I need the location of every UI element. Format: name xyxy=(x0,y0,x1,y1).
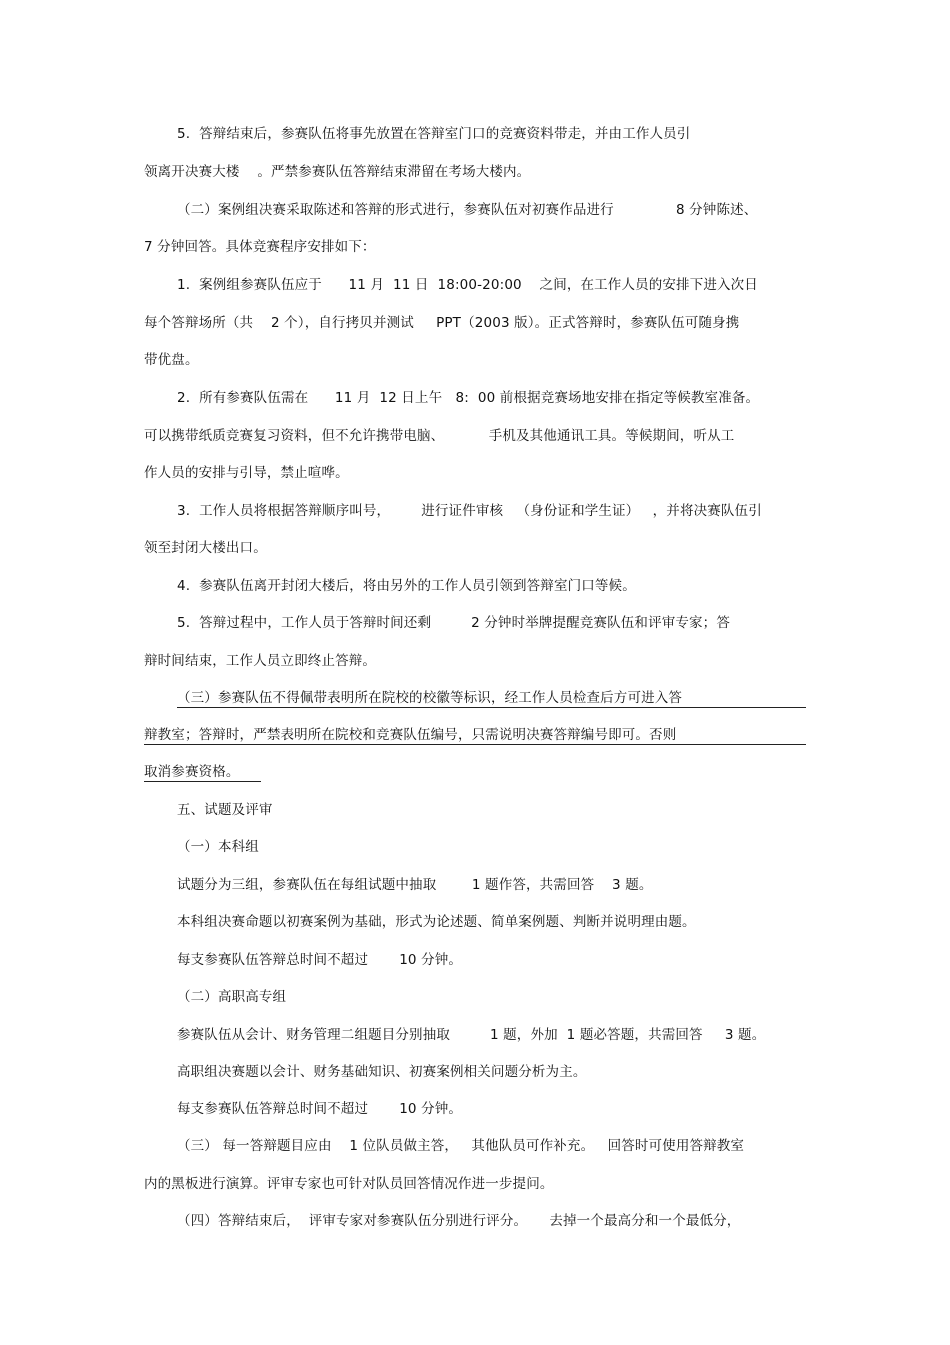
underlined-text-line: 辩教室；答辩时，严禁表明所在院校和竞赛队伍编号，只需说明决赛答辩编号即可。否则 xyxy=(144,727,677,743)
text-line: 参赛队伍从会计、财务管理二组题目分别抽取 1 题，外加 1 题必答题，共需回答 3 题。 xyxy=(177,1027,766,1043)
subsection-heading: （一）本科组 xyxy=(177,839,259,855)
underline-rule xyxy=(144,744,806,745)
subsection-heading: （二）高职高专组 xyxy=(177,989,287,1005)
text-line: 带优盘。 xyxy=(144,352,199,368)
section-heading: 五、试题及评审 xyxy=(177,802,273,818)
underlined-text-line: 取消参赛资格。 xyxy=(144,764,240,780)
text-line: 领离开决赛大楼 。严禁参赛队伍答辩结束滞留在考场大楼内。 xyxy=(144,164,531,180)
underlined-text-line: （三）参赛队伍不得佩带表明所在院校的校徽等标识，经工作人员检查后方可进入答 xyxy=(177,690,683,706)
text-line: 5. 答辩过程中，工作人员于答辩时间还剩 2 分钟时举牌提醒竞赛队伍和评审专家；答 xyxy=(177,615,730,631)
text-line: 辩时间结束，工作人员立即终止答辩。 xyxy=(144,653,377,669)
text-line: 3. 工作人员将根据答辩顺序叫号， 进行证件审核 （身份证和学生证） ，并将决赛队伍引 xyxy=(177,503,762,519)
text-line: 2. 所有参赛队伍需在 11 月 12 日上午 8: 00 前根据竞赛场地安排在指定等候教室准备。 xyxy=(177,390,760,406)
text-line: （三） 每一答辩题目应由 1 位队员做主答， 其他队员可作补充。 回答时可使用答辩教室 xyxy=(177,1138,745,1154)
text-line: 内的黑板进行演算。评审专家也可针对队员回答情况作进一步提问。 xyxy=(144,1176,554,1192)
text-line: 每支参赛队伍答辩总时间不超过 10 分钟。 xyxy=(177,1101,463,1117)
text-line: 5. 答辩结束后，参赛队伍将事先放置在答辩室门口的竞赛资料带走，并由工作人员引 xyxy=(177,126,691,142)
text-line: 领至封闭大楼出口。 xyxy=(144,540,267,556)
text-line: 高职组决赛题以会计、财务基础知识、初赛案例相关问题分析为主。 xyxy=(177,1064,587,1080)
text-line: 1. 案例组参赛队伍应于 11 月 11 日 18:00-20:00 之间，在工作人员的安排下进入次日 xyxy=(177,277,758,293)
text-line: 每个答辩场所（共 2 个），自行拷贝并测试 PPT（2003 版）。正式答辩时，参赛队伍可随身携 xyxy=(144,315,740,331)
underline-rule xyxy=(144,781,261,782)
text-line: 试题分为三组，参赛队伍在每组试题中抽取 1 题作答，共需回答 3 题。 xyxy=(177,877,653,893)
text-line: 4. 参赛队伍离开封闭大楼后，将由另外的工作人员引领到答辩室门口等候。 xyxy=(177,578,636,594)
text-line: 可以携带纸质竞赛复习资料，但不允许携带电脑、 手机及其他通讯工具。等候期间，听从工 xyxy=(144,428,735,444)
text-line: 作人员的安排与引导，禁止喧哗。 xyxy=(144,465,349,481)
underline-rule xyxy=(177,707,806,708)
text-line: （四）答辩结束后， 评审专家对参赛队伍分别进行评分。 去掉一个最高分和一个最低分， xyxy=(177,1213,741,1229)
text-line: 每支参赛队伍答辩总时间不超过 10 分钟。 xyxy=(177,952,463,968)
text-line: 本科组决赛命题以初赛案例为基础，形式为论述题、简单案例题、判断并说明理由题。 xyxy=(177,914,696,930)
text-line: （二）案例组决赛采取陈述和答辩的形式进行，参赛队伍对初赛作品进行 8 分钟陈述、 xyxy=(177,202,758,218)
text-line: 7 分钟回答。具体竞赛程序安排如下： xyxy=(144,239,376,255)
